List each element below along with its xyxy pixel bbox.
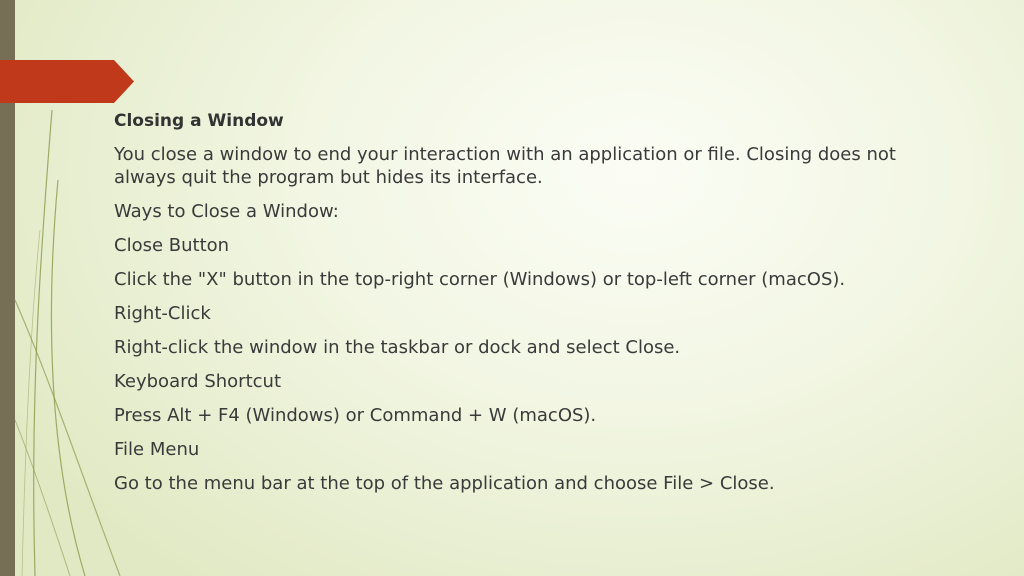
ways-heading: Ways to Close a Window: (114, 201, 339, 222)
method-title: Keyboard Shortcut (114, 371, 282, 392)
intro-paragraph: You close a window to end your interaction with an application or file. Closing does not always quit the program but hides its interface. (114, 144, 896, 188)
slide-title: Closing a Window (114, 111, 284, 131)
slide-content (114, 110, 954, 506)
method-description: Go to the menu bar at the top of the application and choose File > Close. (114, 473, 775, 494)
method-title: File Menu (114, 439, 200, 460)
method-description: Click the "X" button in the top-right corner (Windows) or top-left corner (macOS). (114, 269, 846, 290)
method-title: Close Button (114, 235, 230, 256)
method-description: Press Alt + F4 (Windows) or Command + W (macOS). (114, 405, 597, 426)
method-title: Right-Click (114, 303, 211, 324)
accent-tab (0, 60, 134, 103)
method-description: Right-click the window in the taskbar or dock and select Close. (114, 337, 681, 358)
